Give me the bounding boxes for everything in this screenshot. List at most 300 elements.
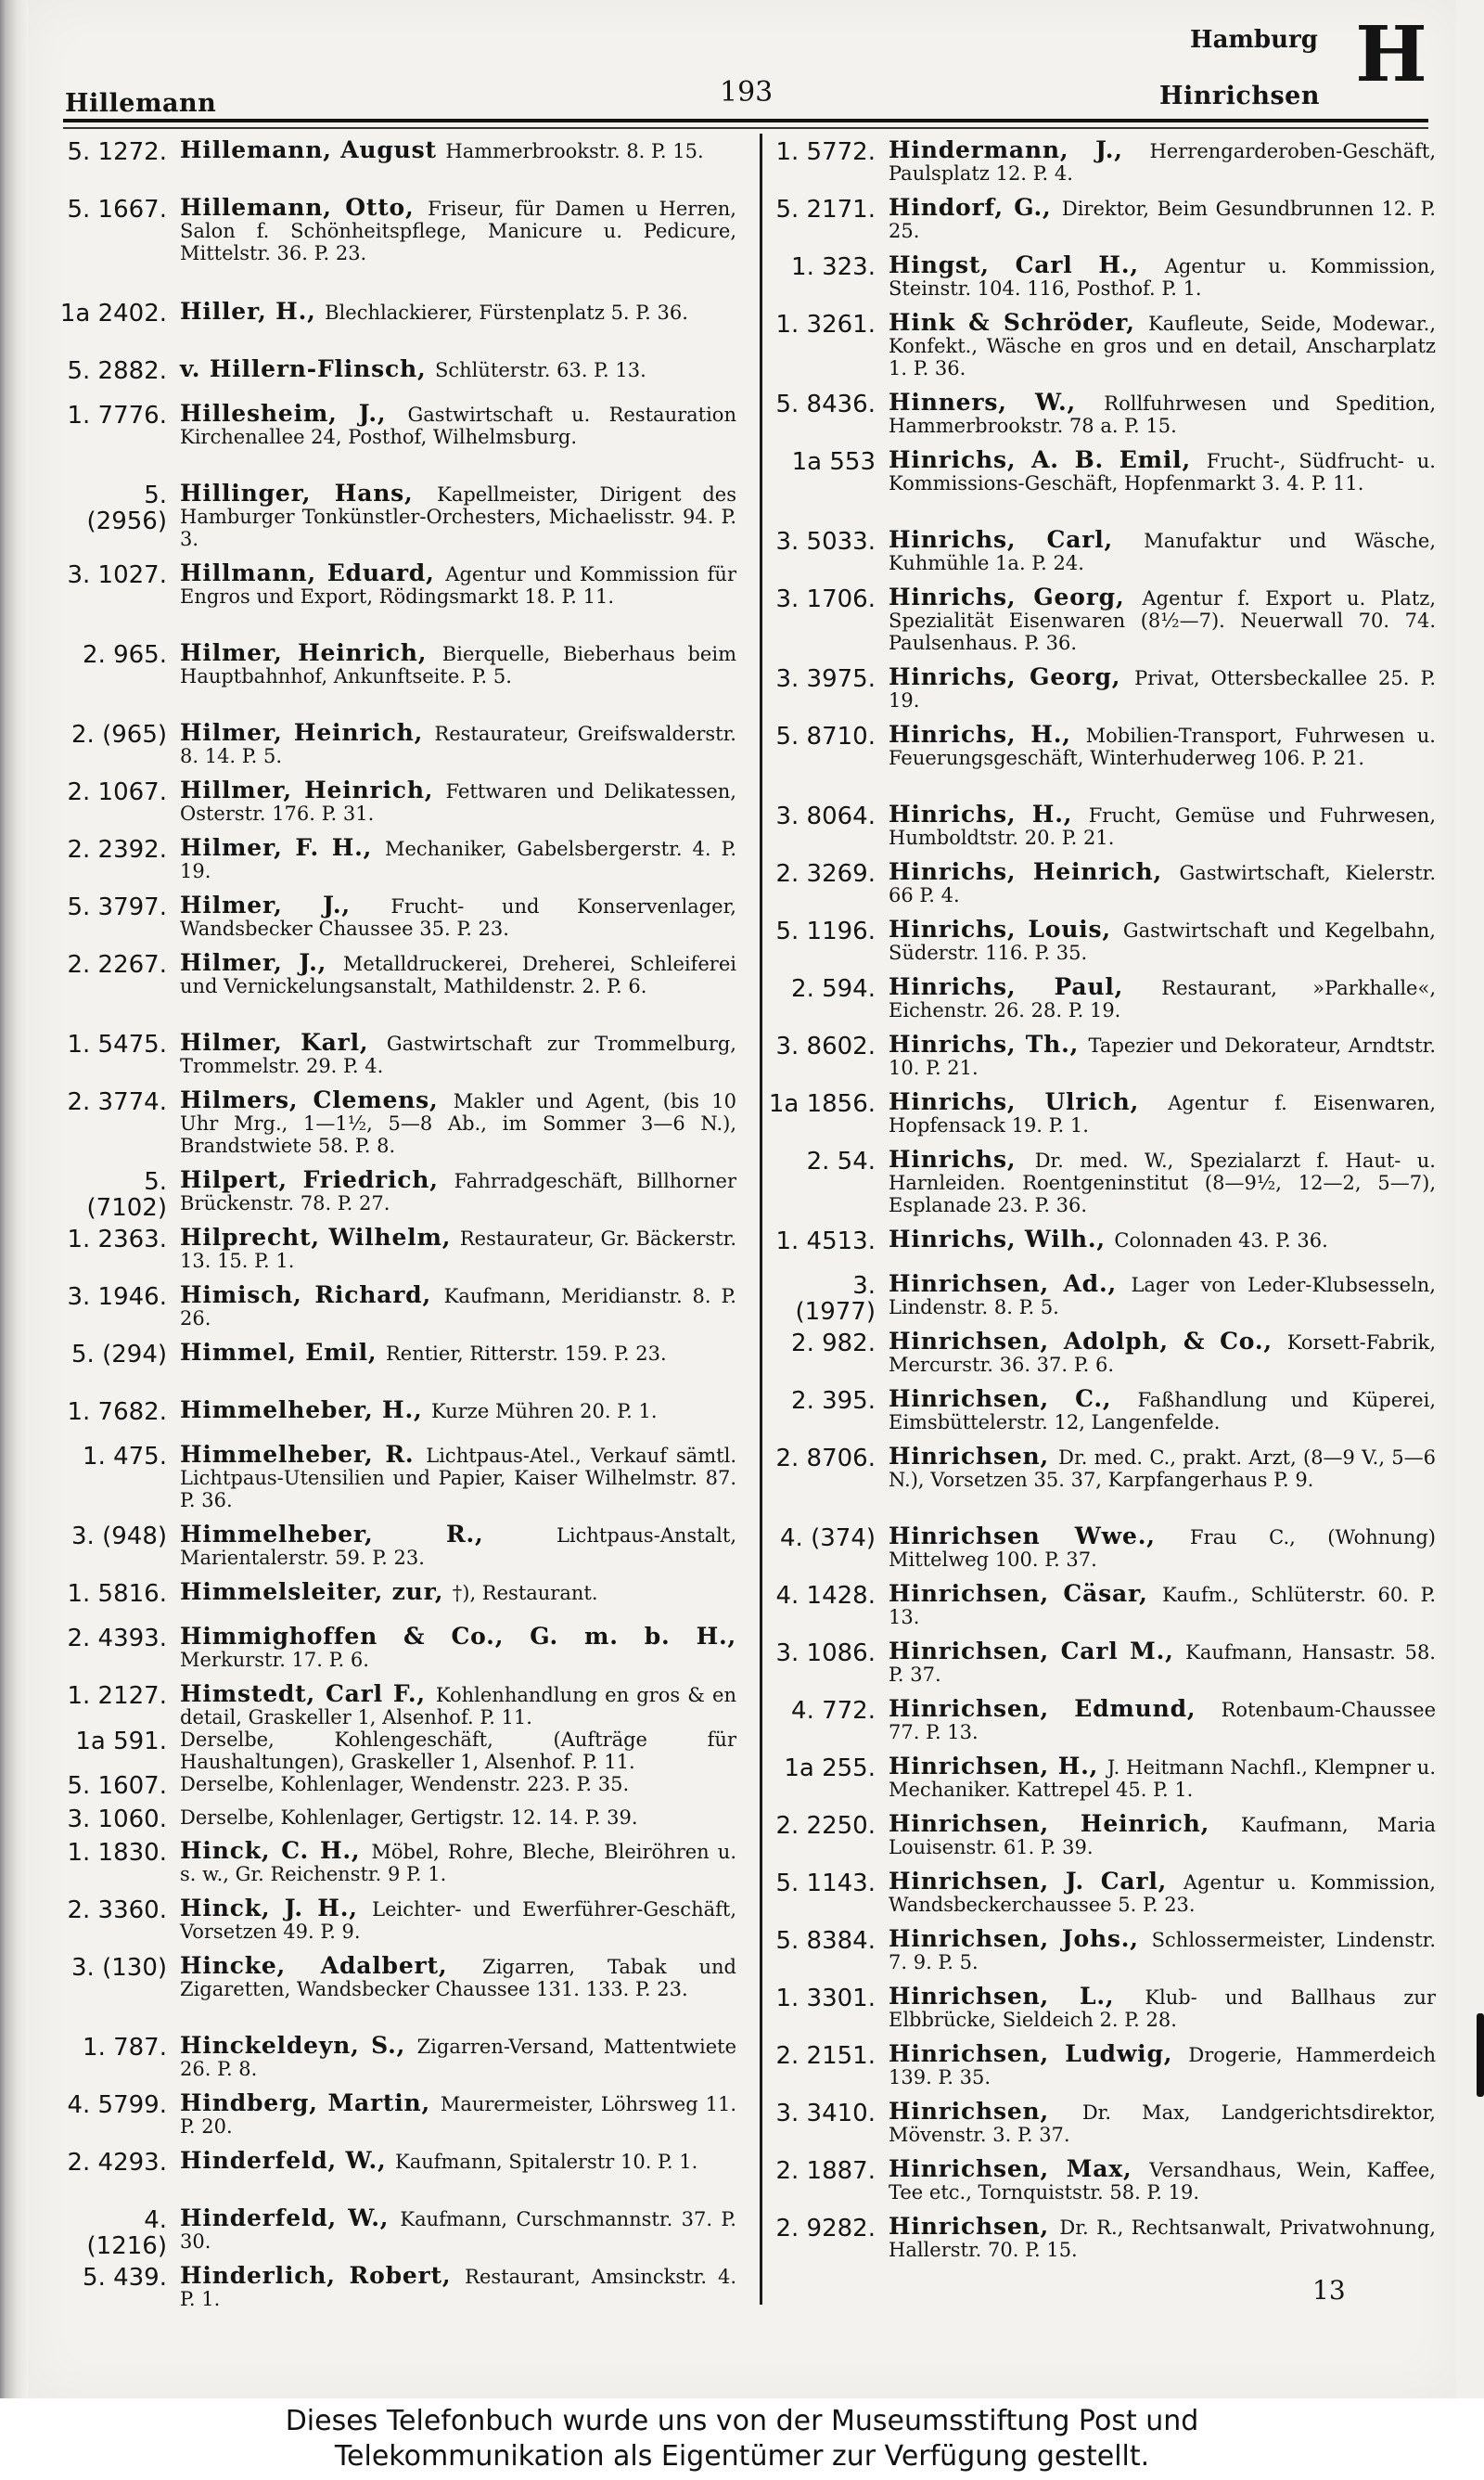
directory-entry [59, 400, 736, 482]
entry-text [889, 2098, 1436, 2158]
directory-entry [59, 298, 736, 358]
phone-number: 3. 3410. [775, 2100, 876, 2127]
directory-entry [59, 1680, 736, 1728]
directory-entry [768, 1925, 1436, 1985]
header-section-letter: H [1355, 10, 1427, 99]
directory-entry [768, 309, 1436, 392]
directory-entry [768, 1755, 1436, 1813]
entry-details: Hammerbrookstr. 8. P. 15. [445, 140, 704, 162]
credit-line-2: Telekommunikation als Eigentümer zur Verfügung gestellt. [334, 2440, 1150, 2473]
entry-text [889, 2040, 1436, 2101]
subscriber-name: Hinrichsen, [889, 2213, 1050, 2240]
entry-text [889, 721, 1436, 803]
subscriber-name: Hinrichsen, [889, 1443, 1050, 1470]
right-column [768, 136, 1436, 2273]
subscriber-name: Hindorf, G., [889, 194, 1052, 221]
subscriber-name: Hiller, H., [180, 298, 316, 325]
directory-entry [59, 1773, 736, 1806]
entry-text [180, 1281, 736, 1342]
subscriber-name: Hinrichs, A. B. Emil, [889, 446, 1191, 473]
directory-entry [768, 1385, 1436, 1446]
directory-entry [768, 1985, 1436, 2043]
directory-entry [768, 663, 1436, 724]
subscriber-name: Hinrichsen, Ad., [889, 1270, 1117, 1297]
entry-text [889, 1580, 1436, 1640]
directory-entry [768, 721, 1436, 803]
entry-text [180, 1339, 736, 1399]
directory-entry [59, 1281, 736, 1342]
subscriber-name: Hinrichsen, Max, [889, 2155, 1132, 2182]
directory-entry [768, 136, 1436, 197]
entry-details: Zigarren-Versand, Mattentwiete 26. P. 8. [180, 2036, 736, 2080]
phone-number: 3. 1060. [67, 1805, 167, 1833]
phone-number: 5. (2956) [86, 482, 167, 535]
entry-details: Kurze Mühren 20. P. 1. [431, 1400, 658, 1422]
directory-entry [59, 1339, 736, 1399]
entry-text [180, 639, 736, 722]
entry-details: Derselbe, Kohlenlager, Gertigstr. 12. 14. P. 39. [180, 1806, 638, 1829]
entry-details: Kaufleute, Seide, Modewar., Konfekt., Wäsche en gros und en detail, Anscharplatz 1. P. 36. [889, 313, 1436, 379]
directory-entry [768, 803, 1436, 861]
entry-text [180, 298, 736, 358]
entry-details: Kaufmann, Hansastr. 58. P. 37. [889, 1641, 1436, 1686]
subscriber-name: Hindermann, J., [889, 136, 1123, 163]
phone-number: 3. 8602. [775, 1033, 876, 1060]
subscriber-name: Hinck, J. H., [180, 1895, 358, 1921]
phone-number: 1. 475. [83, 1443, 167, 1471]
directory-entry [59, 1224, 736, 1284]
scan-edge-mark [1477, 2013, 1484, 2097]
subscriber-name: Hilmer, J., [180, 892, 351, 919]
entry-details: Lichtpaus-Anstalt, Marientalerstr. 59. P. 23. [180, 1524, 736, 1569]
subscriber-name: Hinrichsen, Carl M., [889, 1638, 1174, 1664]
left-column [59, 136, 737, 2322]
entry-details: Kaufm., Schlüterstr. 60. P. 13. [889, 1584, 1436, 1628]
subscriber-name: v. Hillern-Flinsch, [180, 355, 427, 382]
entry-text [889, 1330, 1436, 1388]
entry-details: Frucht-, Südfrucht- u. Kommissions-Geschäft, Hopfenmarkt 3. 4. P. 11. [889, 450, 1436, 495]
directory-entry [59, 2262, 736, 2322]
phone-number: 2. 8706. [775, 1445, 876, 1472]
directory-entry [59, 1625, 736, 1683]
entry-text [180, 1952, 736, 2035]
directory-entry [59, 1897, 736, 1955]
phone-number: 5. 1667. [67, 196, 167, 224]
directory-entry [768, 1525, 1436, 1583]
entry-details: Lager von Leder-Klubsesseln, Lindenstr. 8. P. 5. [889, 1274, 1436, 1318]
entry-text [889, 1525, 1436, 1583]
entry-details: Rollfuhrwesen und Spedition, Hammerbrookstr. 78 a. P. 15. [889, 392, 1436, 437]
subscriber-name: Hindberg, Martin, [180, 2089, 431, 2116]
entry-details: Blechlackierer, Fürstenplatz 5. P. 36. [325, 302, 688, 324]
entry-details: Frau C., (Wohnung) Mittelweg 100. P. 37. [889, 1526, 1436, 1571]
directory-entry [59, 1029, 736, 1089]
phone-number: 3. 8064. [775, 803, 876, 830]
phone-number: 3. 5033. [775, 528, 876, 556]
phone-number: 1. 787. [83, 2034, 167, 2062]
directory-entry [768, 586, 1436, 666]
directory-entry [768, 858, 1436, 919]
phone-number: 2. 594. [791, 975, 876, 1003]
header-page-number: 193 [720, 76, 774, 109]
phone-number: 5. 8710. [775, 723, 876, 751]
credit-line-1: Dieses Telefonbuch wurde uns von der Museumsstiftung Post und [285, 2405, 1199, 2437]
phone-number: 1. 5475. [67, 1031, 167, 1059]
directory-entry [59, 719, 736, 779]
phone-number: 1. 7776. [67, 402, 167, 430]
entry-details: Makler und Agent, (bis 10 Uhr Mrg., 1—1½, 5—8 Ab., im Sommer 3—6 N.), Brandstwiete 58. P. 8. [180, 1090, 736, 1157]
subscriber-name: Hinrichs, Th., [889, 1031, 1080, 1058]
subscriber-name: Hinrichs, Georg, [889, 663, 1121, 690]
entry-details: Klub- und Ballhaus zur Elbbrücke, Sieldeich 2. P. 28. [889, 1986, 1436, 2031]
entry-details: Friseur, für Damen u Herren, Salon f. Schönheitspflege, Manicure u. Pedicure, Mittelstr. 36. P. 23. [180, 198, 736, 264]
entry-details: Fahrradgeschäft, Billhorner Brückenstr. 78. P. 27. [180, 1170, 736, 1214]
phone-number: 3. (948) [71, 1523, 167, 1550]
directory-entry [768, 1870, 1436, 1928]
phone-number: 2. 2392. [67, 836, 167, 864]
phone-number: 1. 323. [791, 253, 876, 281]
directory-entry [59, 2204, 736, 2265]
entry-text [180, 482, 736, 562]
directory-entry [768, 1330, 1436, 1388]
phone-number: 1a 1856. [768, 1090, 876, 1118]
entry-text [889, 663, 1436, 724]
directory-entry [59, 1523, 736, 1581]
entry-text [889, 389, 1436, 449]
phone-number: 4. 1428. [775, 1582, 876, 1610]
directory-entry [59, 1086, 736, 1169]
entry-details: Gastwirtschaft zur Trommelburg, Trommelstr. 29. P. 4. [180, 1033, 736, 1077]
phone-number: 4. 5799. [67, 2091, 167, 2119]
entry-text [180, 719, 736, 779]
directory-entry [59, 949, 736, 1032]
subscriber-name: Hillesheim, J., [180, 400, 387, 427]
subscriber-name: Hinrichsen, Ludwig, [889, 2040, 1173, 2067]
entry-text [889, 446, 1436, 529]
entry-details: Fettwaren und Delikatessen, Osterstr. 176. P. 31. [180, 780, 736, 825]
directory-entry [59, 639, 736, 722]
directory-entry [768, 251, 1436, 312]
entry-details: Dr. med. W., Spezialarzt f. Haut- u. Harnleiden. Roentgeninstitut (8—9½, 12—2, 5—7), Esplanade 23. P. 36. [889, 1150, 1436, 1216]
subscriber-name: Hinrichs, Wilh., [889, 1226, 1106, 1253]
subscriber-name: Hilmer, Heinrich, [180, 639, 428, 666]
subscriber-name: Hilprecht, Wilhelm, [180, 1224, 452, 1251]
phone-number: 5. 8384. [775, 1927, 876, 1955]
entry-details: J. Heitmann Nachfl., Klempner u. Mechaniker. Kattrepel 45. P. 1. [889, 1756, 1436, 1801]
entry-text [180, 400, 736, 482]
subscriber-name: Hilmer, F. H., [180, 834, 373, 861]
entry-details: Frucht, Gemüse und Fuhrwesen, Humboldtstr. 20. P. 21. [889, 804, 1436, 849]
entry-details: Dr. med. C., prakt. Arzt, (8—9 V., 5—6 N.), Vorsetzen 35. 37, Karpfangerhaus P. 9. [889, 1446, 1436, 1491]
subscriber-name: Hinrichs, Ulrich, [889, 1088, 1140, 1115]
subscriber-name: Hillemann, August [180, 136, 437, 163]
entry-details: Direktor, Beim Gesundbrunnen 12. P. 25. [889, 198, 1436, 242]
entry-text [889, 2213, 1436, 2273]
phone-number: 5. 1272. [67, 138, 167, 166]
phone-number: 1a 553 [791, 448, 876, 476]
phone-number: 5. 3797. [67, 893, 167, 921]
phone-number: 5. (294) [71, 1341, 167, 1368]
phone-number: 4. (374) [780, 1524, 876, 1552]
entry-details: Gastwirtschaft, Kielerstr. 66 P. 4. [889, 862, 1436, 906]
phone-number: 2. 3360. [67, 1896, 167, 1924]
subscriber-name: Himmelheber, H., [180, 1396, 423, 1423]
subscriber-name: Himmelsleiter, zur, [180, 1578, 444, 1605]
directory-entry [768, 973, 1436, 1034]
entry-details: Möbel, Rohre, Bleche, Bleiröhren u. s. w., Gr. Reichenstr. 9 P. 1. [180, 1841, 737, 1885]
entry-details: Leichter- und Ewerführer-Geschäft, Vorsetzen 49. P. 9. [180, 1898, 736, 1943]
entry-text [889, 803, 1436, 861]
entry-details: Maurermeister, Löhrsweg 11. P. 20. [180, 2093, 736, 2138]
phone-number: 1a 2402. [59, 300, 167, 328]
phone-number: 3. (130) [71, 1954, 167, 1982]
entry-details: Agentur f. Eisenwaren, Hopfensack 19. P. 1. [889, 1092, 1436, 1137]
directory-entry [768, 1270, 1436, 1330]
phone-number: 2. 3269. [775, 860, 876, 888]
directory-entry [59, 1578, 736, 1625]
directory-entry [59, 482, 736, 562]
directory-entry [768, 2040, 1436, 2101]
entry-text [180, 2089, 736, 2150]
entry-text [180, 194, 736, 301]
entry-text [180, 779, 736, 837]
entry-details: Kaufmann, Maria Louisenstr. 61. P. 39. [889, 1814, 1436, 1858]
directory-entry [59, 2089, 736, 2150]
header-city: Hamburg [1190, 26, 1318, 54]
phone-number: 1a 591. [75, 1728, 167, 1755]
entry-details: Agentur u. Kommission, Wandsbeckerchaussee 5. P. 23. [889, 1871, 1436, 1916]
subscriber-name: Himmelheber, R. [180, 1441, 415, 1468]
subscriber-name: Hinrichs, H., [889, 721, 1071, 748]
entry-text [889, 1228, 1436, 1273]
phone-number: 1a 255. [784, 1754, 876, 1782]
scan-left-edge [0, 0, 28, 2398]
phone-number: 1. 4513. [775, 1227, 876, 1255]
header-rule-thick [63, 119, 1428, 122]
subscriber-name: Hilmer, Karl, [180, 1029, 369, 1056]
phone-number: 5. 2882. [67, 357, 167, 385]
entry-text [180, 2262, 736, 2322]
entry-details: Metalldruckerei, Dreherei, Schleiferei und Vernickelungsanstalt, Mathildenstr. 2. P. 6. [180, 953, 736, 997]
entry-text [180, 1086, 736, 1169]
entry-text [180, 1396, 736, 1444]
directory-entry [768, 1228, 1436, 1273]
subscriber-name: Hinrichsen, C., [889, 1385, 1112, 1412]
phone-number: 2. (965) [71, 721, 167, 749]
phone-number: 2. 4393. [67, 1625, 167, 1652]
phone-number: 2. 9282. [775, 2215, 876, 2242]
directory-entry [59, 834, 736, 894]
entry-details: Versandhaus, Wein, Kaffee, Tee etc., Tornquiststr. 58. P. 19. [889, 2159, 1436, 2204]
entry-details: Merkurstr. 17. P. 6. [180, 1649, 369, 1671]
subscriber-name: Hinrichsen, Edmund, [889, 1695, 1196, 1722]
entry-text [180, 136, 736, 197]
directory-entry [59, 355, 736, 403]
entry-text [180, 1441, 736, 1523]
subscriber-name: Hilmers, Clemens, [180, 1086, 439, 1113]
entry-details: Agentur f. Export u. Platz, Spezialität Eisenwaren (8½—7). Neuerwall 70. 74. Paulsenhaus. P. 36. [889, 587, 1436, 654]
phone-number: 5. 1143. [775, 1870, 876, 1897]
subscriber-name: Hinck, C. H., [180, 1837, 361, 1864]
entry-text [889, 309, 1436, 392]
phone-number: 5. 1607. [67, 1772, 167, 1800]
entry-text [180, 559, 737, 642]
phone-number: 1. 3301. [775, 1985, 876, 2012]
directory-entry [59, 2032, 736, 2092]
subscriber-name: Hinrichsen, Adolph, & Co., [889, 1328, 1273, 1355]
phone-number: 5. (7102) [86, 1168, 167, 1222]
entry-text [180, 834, 736, 894]
directory-entry [59, 894, 736, 952]
entry-text [889, 858, 1436, 919]
entry-details: Rotenbaum-Chaussee 77. P. 13. [889, 1699, 1436, 1743]
phone-number: 3. 3975. [775, 665, 876, 693]
entry-details: Lichtpaus-Atel., Verkauf sämtl. Lichtpaus-Utensilien und Papier, Kaiser Wilhelmstr. 87. P. 36. [180, 1445, 736, 1511]
subscriber-name: Himstedt, Carl F., [180, 1680, 426, 1707]
entry-details: Mobilien-Transport, Fuhrwesen u. Feuerungsgeschäft, Winterhuderweg 106. P. 21. [889, 725, 1436, 769]
phone-number: 5. 8436. [775, 391, 876, 418]
directory-entry [59, 1396, 736, 1444]
subscriber-name: Hinrichsen, Cäsar, [889, 1580, 1148, 1607]
entry-text [889, 1870, 1436, 1928]
entry-details: Kaufmann, Meridianstr. 8. P. 26. [180, 1285, 736, 1330]
subscriber-name: Hinckeldeyn, S., [180, 2032, 406, 2059]
subscriber-name: Hingst, Carl H., [889, 251, 1139, 278]
entry-details: Dr. R., Rechtsanwalt, Privatwohnung, Hallerstr. 70. P. 15. [889, 2217, 1436, 2261]
footer-page-number: 13 [1312, 2275, 1346, 2306]
phone-number: 2. 3774. [67, 1088, 167, 1116]
directory-entry [768, 916, 1436, 976]
subscriber-name: Hink & Schröder, [889, 309, 1135, 336]
entry-text [889, 1031, 1436, 1091]
directory-entry [768, 1695, 1436, 1755]
entry-text [889, 251, 1436, 312]
subscriber-name: Hinrichs, [889, 1146, 1017, 1173]
phone-number: 2. 395. [791, 1387, 876, 1415]
subscriber-name: Himmelheber, R., [180, 1521, 484, 1548]
entry-details: Faßhandlung und Küperei, Eimsbüttelerstr. 12, Langenfelde. [889, 1389, 1436, 1433]
subscriber-name: Hinrichsen, H., [889, 1753, 1099, 1780]
directory-entry [768, 1443, 1436, 1525]
entry-text [889, 194, 1436, 254]
entry-text [889, 1443, 1436, 1525]
directory-entry [768, 1031, 1436, 1091]
directory-entry [768, 1640, 1436, 1698]
entry-text [889, 1640, 1436, 1698]
phone-number: 2. 982. [791, 1330, 876, 1357]
phone-number: 2. 2267. [67, 951, 167, 979]
phone-number: 1. 5772. [775, 138, 876, 166]
entry-details: Dr. Max, Landgerichtsdirektor, Mövenstr. 3. P. 37. [889, 2101, 1436, 2146]
directory-entry [768, 2155, 1436, 2216]
directory-entry [768, 526, 1436, 586]
entry-text [180, 1728, 736, 1773]
directory-entry [59, 1166, 736, 1227]
phone-number: 3. 1027. [67, 561, 167, 589]
entry-details: Derselbe, Kohlenlager, Wendenstr. 223. P. 35. [180, 1773, 630, 1795]
subscriber-name: Hinners, W., [889, 389, 1076, 416]
phone-number: 2. 2250. [775, 1812, 876, 1840]
directory-entry [59, 194, 736, 301]
subscriber-name: Hillinger, Hans, [180, 480, 414, 507]
directory-entry [59, 2147, 736, 2207]
phone-number: 2. 965. [83, 641, 167, 669]
header-right-name: Hinrichsen [1159, 82, 1320, 110]
phone-number: 1. 5816. [67, 1580, 167, 1608]
entry-details: Tapezier und Dekorateur, Arndtstr. 10. P. 21. [889, 1034, 1436, 1079]
entry-text [180, 355, 736, 403]
phone-number: 2. 1067. [67, 778, 167, 806]
entry-text [889, 1810, 1436, 1870]
entry-details: Kaufmann, Curschmannstr. 37. P. 30. [180, 2208, 736, 2253]
phone-number: 2. 54. [806, 1148, 876, 1176]
entry-details: Privat, Ottersbeckallee 25. P. 19. [889, 667, 1436, 712]
subscriber-name: Hinrichsen, [889, 2098, 1050, 2125]
directory-entry [59, 559, 737, 642]
subscriber-name: Hinrichsen, J. Carl, [889, 1868, 1168, 1895]
entry-text [180, 1837, 737, 1897]
entry-details: Mechaniker, Gabelsbergerstr. 4. P. 19. [180, 838, 736, 882]
entry-text [889, 1385, 1436, 1446]
entry-text [889, 526, 1436, 586]
phone-number: 3. 1086. [775, 1639, 876, 1667]
subscriber-name: Hincke, Adalbert, [180, 1952, 448, 1979]
entry-details: Derselbe, Kohlengeschäft, (Aufträge für Haushaltungen), Graskeller 1, Alsenhof. P. 11. [180, 1728, 736, 1773]
entry-text [889, 586, 1436, 666]
subscriber-name: Hinrichs, Paul, [889, 973, 1124, 1000]
directory-entry [768, 1580, 1436, 1640]
entry-text [180, 1773, 736, 1806]
entry-details: Manufaktur und Wäsche, Kuhmühle 1a. P. 24. [889, 530, 1436, 574]
entry-details: Korsett-Fabrik, Mercurstr. 36. 37. P. 6. [889, 1331, 1436, 1376]
subscriber-name: Hilmer, J., [180, 949, 327, 976]
phone-number: 1. 2127. [67, 1682, 167, 1710]
entry-text [889, 1985, 1436, 2043]
subscriber-name: Hinderfeld, W., [180, 2204, 390, 2231]
phone-number: 5. 1196. [775, 918, 876, 945]
phone-number: 3. 1706. [775, 585, 876, 613]
subscriber-name: Himmighoffen & Co., G. m. b. H., [180, 1623, 736, 1650]
subscriber-name: Hinrichsen, L., [889, 1983, 1115, 2010]
subscriber-name: Hilmer, Heinrich, [180, 719, 424, 746]
phone-number: 5. 439. [83, 2264, 167, 2292]
directory-entry [768, 446, 1436, 529]
phone-number: 1. 2363. [67, 1226, 167, 1253]
credit-banner [0, 2398, 1484, 2480]
entry-details: Bierquelle, Bieberhaus beim Hauptbahnhof, Ankunftseite. P. 5. [180, 643, 736, 687]
entry-text [889, 1755, 1436, 1813]
entry-text [889, 1695, 1436, 1755]
directory-entry [768, 389, 1436, 449]
phone-number: 1. 7682. [67, 1398, 167, 1426]
entry-details: Agentur u. Kommission, Steinstr. 104. 116, Posthof. P. 1. [889, 255, 1436, 300]
subscriber-name: Himisch, Richard, [180, 1281, 431, 1308]
column-divider [760, 134, 762, 2305]
entry-text [889, 136, 1436, 197]
phone-number: 3. 1946. [67, 1283, 167, 1311]
subscriber-name: Hinrichs, Carl, [889, 526, 1114, 553]
directory-entry [768, 1088, 1436, 1149]
directory-entry [768, 1146, 1436, 1228]
entry-text [180, 1578, 736, 1625]
entry-details: Frucht- und Konservenlager, Wandsbecker Chaussee 35. P. 23. [180, 895, 736, 940]
entry-text [889, 916, 1436, 976]
subscriber-name: Himmel, Emil, [180, 1339, 377, 1366]
entry-text [889, 1146, 1436, 1228]
entry-details: Colonnaden 43. P. 36. [1114, 1229, 1328, 1252]
entry-details: Gastwirtschaft u. Restauration Kirchenallee 24, Posthof, Wilhelmsburg. [180, 404, 736, 448]
entry-text [889, 1925, 1436, 1985]
